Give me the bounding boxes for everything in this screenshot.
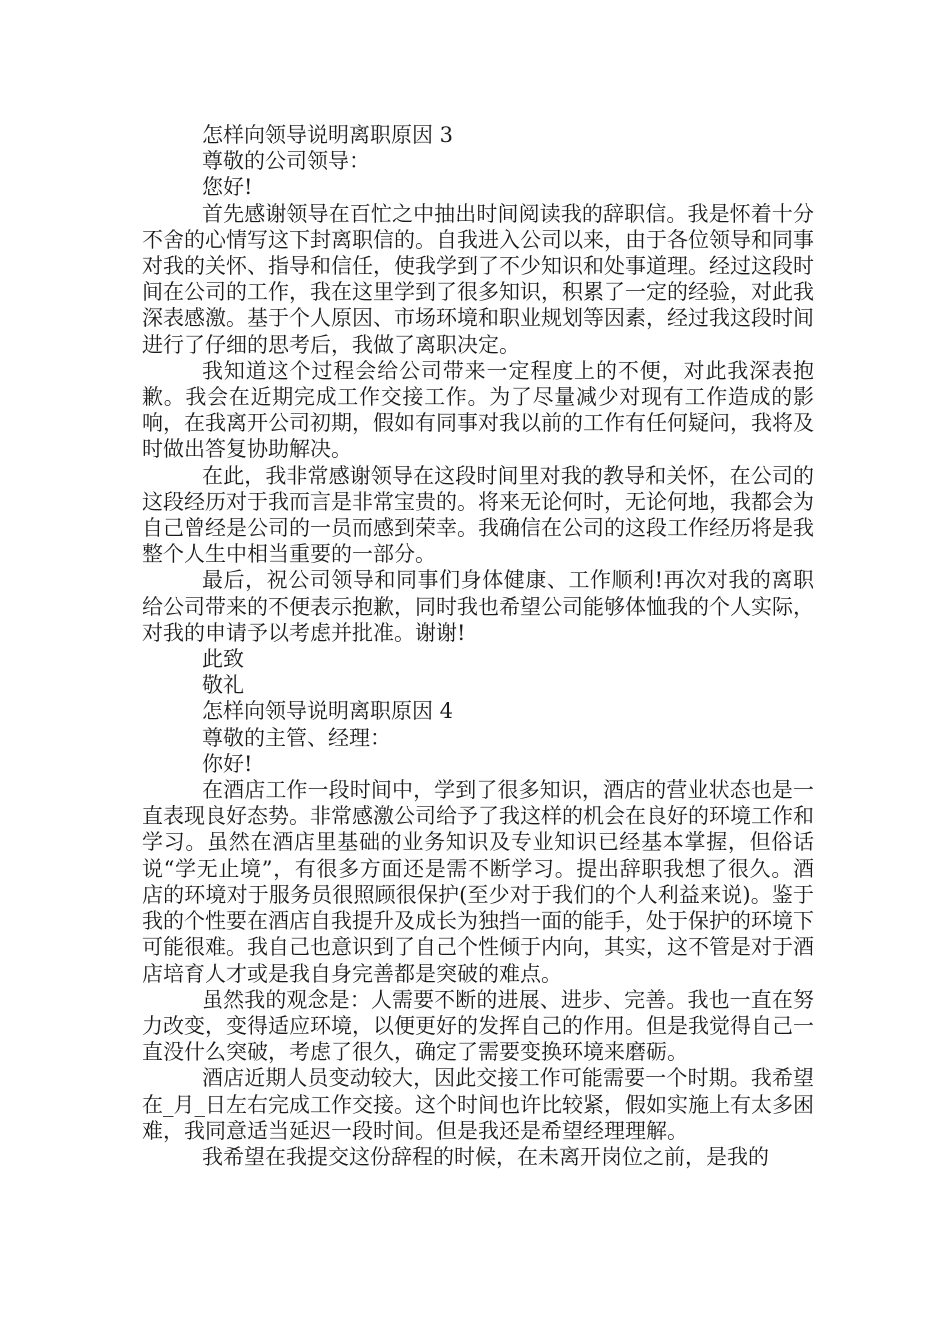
salutation-4: 尊敬的主管、经理： <box>202 725 391 750</box>
closing-line-2: 敬礼 <box>202 673 244 698</box>
paragraph-4-1: 在酒店工作一段时间中，学到了很多知识，酒店的营业状态也是一直表现良好态势。非常感激公司给予了我这样的机会在良好的环境工作和学习。虽然在酒店里基础的业务知识及专业知识已经基本掌握，但俗话说“学无止境”，有很多方面还是需不断学习。提出辞职我想了很久。酒店的环境对于服务员很照顾很保护(至少对于我们的个人利益来说)。鉴于我的个性要在酒店自我提升及成长为独挡一面的能手，处于保护的环境下可能很难。我自己也意识到了自己个性倾于内向，其实，这不管是对于酒店培育人才或是我自身完善都是突破的难点。 <box>142 778 814 986</box>
paragraph-4-2: 虽然我的观念是：人需要不断的进展、进步、完善。我也一直在努力改变，变得适应环境，以便更好的发挥自己的作用。但是我觉得自己一直没什么突破，考虑了很久，确定了需要变换环境来磨砺。 <box>142 987 814 1065</box>
paragraph-3-4: 最后，祝公司领导和同事们身体健康、工作顺利!再次对我的离职给公司带来的不便表示抱歉，同时我也希望公司能够体恤我的个人实际，对我的申请予以考虑并批准。谢谢! <box>142 568 814 645</box>
paragraph-4-3: 酒店近期人员变动较大，因此交接工作可能需要一个时期。我希望在_月_日左右完成工作交接。这个时间也许比较紧，假如实施上有太多困难，我同意适当延迟一段时间。但是我还是希望经理理解。 <box>142 1066 814 1143</box>
paragraph-3-1: 首先感谢领导在百忙之中抽出时间阅读我的辞职信。我是怀着十分不舍的心情写这下封离职信的。自我进入公司以来，由于各位领导和同事对我的关怀、指导和信任，使我学到了不少知识和处事道理。经过这段时间在公司的工作，我在这里学到了很多知识，积累了一定的经验，对此我深表感激。基于个人原因、市场环境和职业规划等因素，经过我这段时间进行了仔细的思考后，我做了离职决定。 <box>142 201 814 357</box>
closing-line-1: 此致 <box>202 647 244 672</box>
paragraph-3-3: 在此，我非常感谢领导在这段时间里对我的教导和关怀，在公司的这段经历对于我而言是非常宝贵的。将来无论何时，无论何地，我都会为自己曾经是公司的一员而感到荣幸。我确信在公司的这段工作经历将是我整个人生中相当重要的一部分。 <box>142 463 814 567</box>
document-body <box>142 122 814 1170</box>
section-heading-4: 怎样向领导说明离职原因 4 <box>202 699 454 724</box>
greeting-4: 你好! <box>202 751 253 776</box>
paragraph-3-2: 我知道这个过程会给公司带来一定程度上的不便，对此我深表抱歉。我会在近期完成工作交接工作。为了尽量减少对现有工作造成的影响，在我离开公司初期，假如有同事对我以前的工作有任何疑问，我将及时做出答复协助解决。 <box>142 358 814 462</box>
salutation-3: 尊敬的公司领导： <box>202 149 370 174</box>
section-heading-3: 怎样向领导说明离职原因 3 <box>202 123 454 147</box>
paragraph-4-4: 我希望在我提交这份辞程的时候，在未离开岗位之前，是我的 <box>202 1144 769 1169</box>
greeting-3: 您好! <box>202 175 253 200</box>
